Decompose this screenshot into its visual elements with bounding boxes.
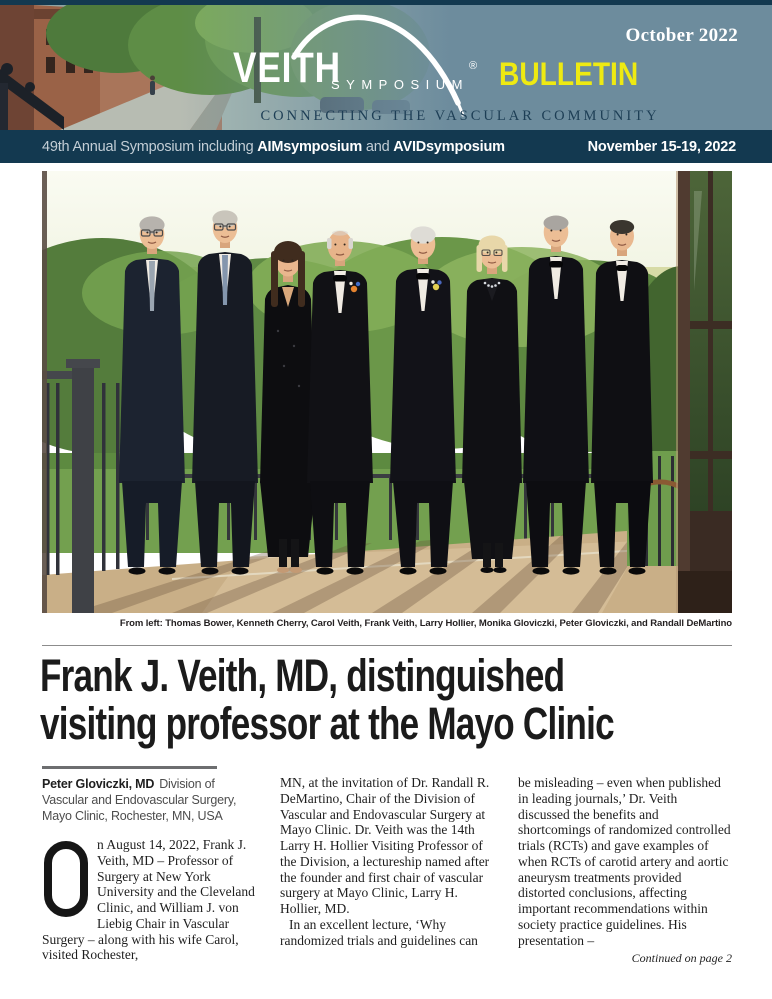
banner-event-text: 49th Annual Symposium including AIMsymposium and AVIDsymposium bbox=[42, 138, 505, 155]
paragraph-3: In an excellent lecture, ‘Why randomized trials and guidelines can bbox=[280, 917, 478, 948]
logo-symposium: SYMPOSIUM bbox=[331, 77, 469, 92]
byline-rule bbox=[42, 766, 217, 769]
registered-mark-icon: ® bbox=[469, 60, 478, 72]
column-2 bbox=[280, 766, 494, 966]
dropcap-letter-o bbox=[44, 841, 88, 917]
paragraph-4: be misleading – even when published in leading journals,’ Dr. Veith discussed the benefits and shortcomings of randomized controlled trials (RCTs) and gave examples of when RCTs of carotid artery and aortic aneurysm treatments provided distorted conclusions, affecting important recommendations within society practice guidelines. His presentation – bbox=[518, 775, 731, 948]
headline-line-1: Frank J. Veith, MD, distinguished bbox=[40, 650, 565, 701]
headline-line-2: visiting professor at the Mayo Clinic bbox=[40, 697, 614, 749]
byline-author: Peter Gloviczki, MD bbox=[42, 777, 155, 791]
logo-bulletin: BULLETIN bbox=[499, 56, 639, 92]
event-banner bbox=[0, 130, 772, 163]
continued-on-page-2: Continued on page 2 bbox=[631, 950, 732, 965]
group-photo bbox=[42, 171, 732, 613]
logo-veith: VEITH bbox=[233, 44, 341, 92]
article-body bbox=[42, 766, 732, 966]
paragraph-2: MN, at the invitation of Dr. Randall R. DeMartino, Chair of the Division of Vascular and Endovascular Surgery at Mayo Clinic. Dr. Veith was the 14th Larry H. Hollier Visiting Professor of the Division, a lectureship named after the founder and first chair of vascular surgery at Mayo Clinic, Larry H. Hollier, MD. bbox=[280, 775, 490, 917]
column-1 bbox=[42, 766, 256, 966]
banner-dates: November 15-19, 2022 bbox=[587, 138, 736, 155]
avid-symposium-label: AVIDsymposium bbox=[393, 138, 505, 155]
issue-date: October 2022 bbox=[625, 25, 738, 46]
paragraph-1: n August 14, 2022, Frank J. Veith, MD – Professor of Surgery at New York University and the Cleveland Clinic, and William J. von Liebig Chair in Vascular Surgery – along with his wife Carol, visited Rochester, bbox=[42, 837, 255, 963]
divider-rule bbox=[42, 645, 732, 646]
masthead bbox=[0, 5, 772, 130]
article-headline bbox=[40, 652, 742, 747]
byline-affiliation: Division of Vascular and Endovascular Surgery, Mayo Clinic, Rochester, MN, USA bbox=[42, 777, 237, 823]
byline bbox=[42, 776, 256, 824]
aim-symposium-label: AIMsymposium bbox=[257, 138, 363, 155]
tagline: CONNECTING THE VASCULAR COMMUNITY bbox=[260, 108, 660, 124]
photo-caption: From left: Thomas Bower, Kenneth Cherry, Carol Veith, Frank Veith, Larry Hollier, Monika Gloviczki, Peter Gloviczki, and Randall DeMartino bbox=[119, 618, 732, 629]
column-3 bbox=[518, 766, 732, 966]
person-monika-gloviczki bbox=[462, 236, 522, 574]
